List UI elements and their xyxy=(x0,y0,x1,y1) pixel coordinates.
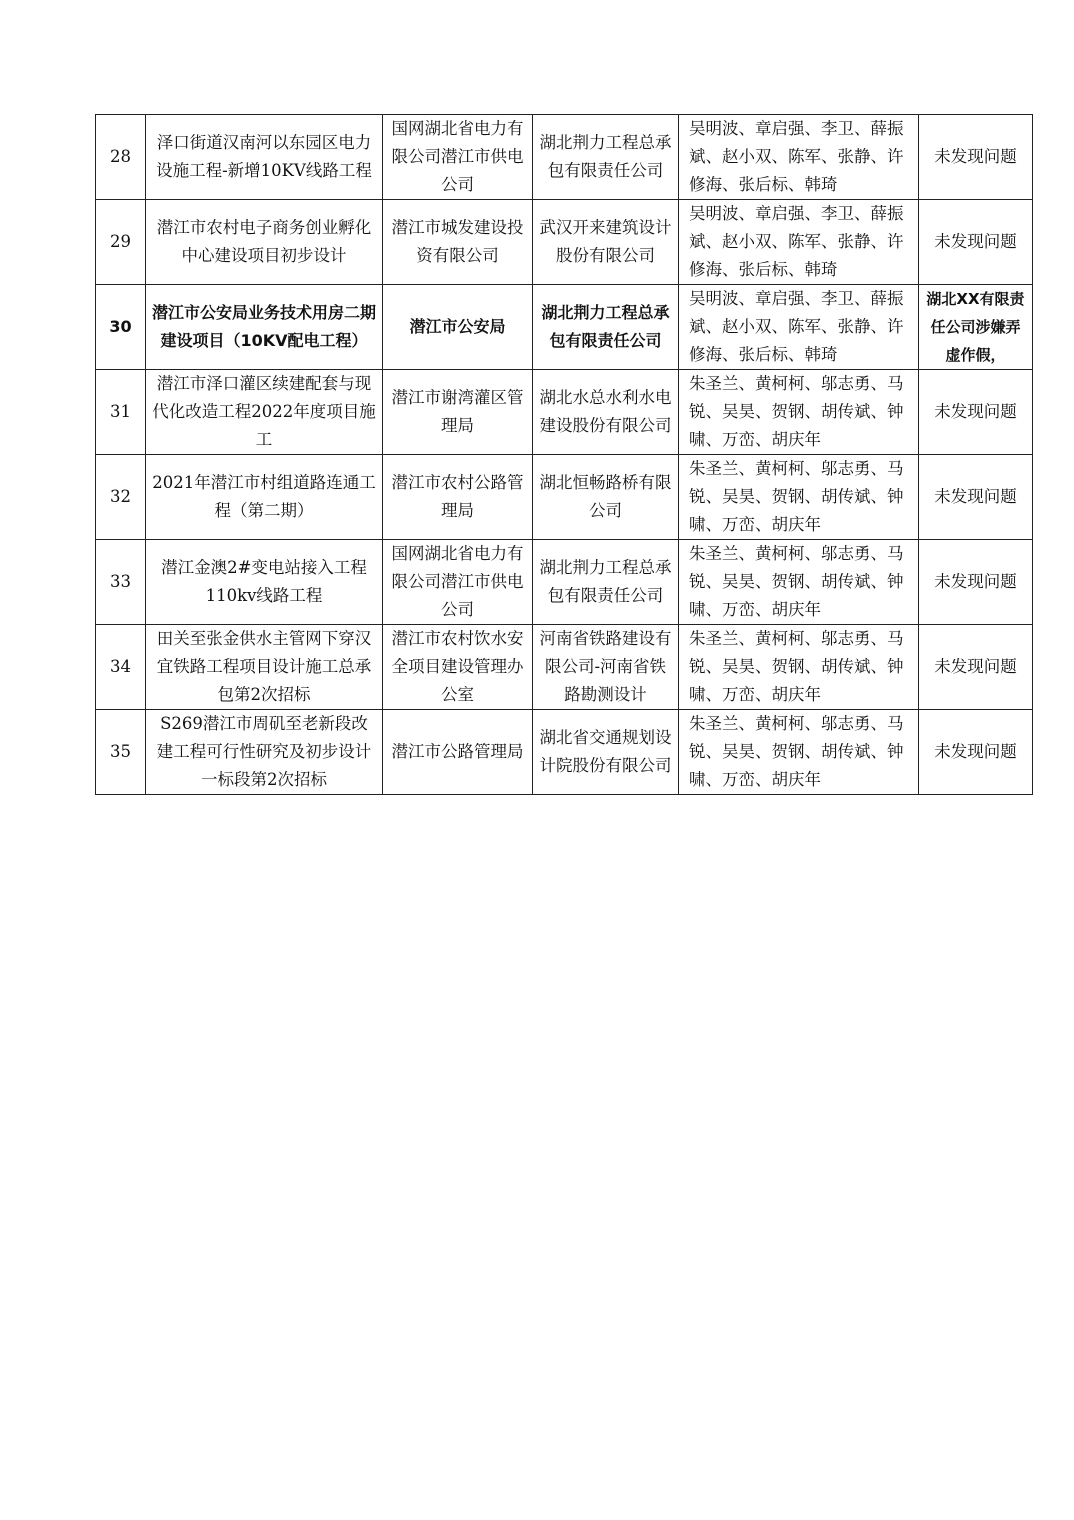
review-result: 未发现问题 xyxy=(919,625,1033,710)
table-row xyxy=(96,370,1033,455)
expert-list: 吴明波、章启强、李卫、薛振斌、赵小双、陈军、张静、许修海、张后标、韩琦 xyxy=(679,285,919,370)
project-name: 潜江市公安局业务技术用房二期建设项目（10KV配电工程） xyxy=(146,285,383,370)
tendering-unit: 潜江市城发建设投资有限公司 xyxy=(383,200,533,285)
winning-bidder: 湖北荆力工程总承包有限责任公司 xyxy=(533,115,679,200)
project-name: 潜江金澳2#变电站接入工程110kv线路工程 xyxy=(146,540,383,625)
table-row xyxy=(96,540,1033,625)
project-name: 泽口街道汉南河以东园区电力设施工程-新增10KV线路工程 xyxy=(146,115,383,200)
table-row xyxy=(96,710,1033,795)
expert-list: 朱圣兰、黄柯柯、邬志勇、马锐、吴昊、贺钢、胡传斌、钟啸、万峦、胡庆年 xyxy=(679,540,919,625)
row-number: 31 xyxy=(96,370,146,455)
expert-list: 吴明波、章启强、李卫、薛振斌、赵小双、陈军、张静、许修海、张后标、韩琦 xyxy=(679,200,919,285)
expert-list: 吴明波、章启强、李卫、薛振斌、赵小双、陈军、张静、许修海、张后标、韩琦 xyxy=(679,115,919,200)
review-result: 未发现问题 xyxy=(919,455,1033,540)
table-row xyxy=(96,625,1033,710)
winning-bidder: 湖北水总水利水电建设股份有限公司 xyxy=(533,370,679,455)
expert-list: 朱圣兰、黄柯柯、邬志勇、马锐、吴昊、贺钢、胡传斌、钟啸、万峦、胡庆年 xyxy=(679,370,919,455)
review-table-page xyxy=(95,114,1032,795)
review-result: 未发现问题 xyxy=(919,115,1033,200)
winning-bidder: 武汉开来建筑设计股份有限公司 xyxy=(533,200,679,285)
winning-bidder: 湖北荆力工程总承包有限责任公司 xyxy=(533,285,679,370)
review-table xyxy=(95,114,1033,795)
review-result: 未发现问题 xyxy=(919,710,1033,795)
tendering-unit: 潜江市公安局 xyxy=(383,285,533,370)
table-row xyxy=(96,200,1033,285)
project-name: 田关至张金供水主管网下穿汉宜铁路工程项目设计施工总承包第2次招标 xyxy=(146,625,383,710)
tendering-unit: 潜江市农村公路管理局 xyxy=(383,455,533,540)
project-name: 2021年潜江市村组道路连通工程（第二期） xyxy=(146,455,383,540)
row-number: 28 xyxy=(96,115,146,200)
tendering-unit: 国网湖北省电力有限公司潜江市供电公司 xyxy=(383,115,533,200)
project-name: S269潜江市周矶至老新段改建工程可行性研究及初步设计一标段第2次招标 xyxy=(146,710,383,795)
row-number: 29 xyxy=(96,200,146,285)
winning-bidder: 湖北荆力工程总承包有限责任公司 xyxy=(533,540,679,625)
expert-list: 朱圣兰、黄柯柯、邬志勇、马锐、吴昊、贺钢、胡传斌、钟啸、万峦、胡庆年 xyxy=(679,710,919,795)
review-result: 湖北XX有限责任公司涉嫌弄虚作假， xyxy=(919,285,1033,370)
review-result: 未发现问题 xyxy=(919,200,1033,285)
expert-list: 朱圣兰、黄柯柯、邬志勇、马锐、吴昊、贺钢、胡传斌、钟啸、万峦、胡庆年 xyxy=(679,455,919,540)
review-result: 未发现问题 xyxy=(919,540,1033,625)
tendering-unit: 潜江市农村饮水安全项目建设管理办公室 xyxy=(383,625,533,710)
table-row xyxy=(96,115,1033,200)
tendering-unit: 潜江市公路管理局 xyxy=(383,710,533,795)
winning-bidder: 湖北省交通规划设计院股份有限公司 xyxy=(533,710,679,795)
row-number: 32 xyxy=(96,455,146,540)
row-number: 35 xyxy=(96,710,146,795)
winning-bidder: 河南省铁路建设有限公司-河南省铁路勘测设计 xyxy=(533,625,679,710)
table-row-highlighted xyxy=(96,285,1033,370)
row-number: 30 xyxy=(96,285,146,370)
project-name: 潜江市泽口灌区续建配套与现代化改造工程2022年度项目施工 xyxy=(146,370,383,455)
table-row xyxy=(96,455,1033,540)
expert-list: 朱圣兰、黄柯柯、邬志勇、马锐、吴昊、贺钢、胡传斌、钟啸、万峦、胡庆年 xyxy=(679,625,919,710)
winning-bidder: 湖北恒畅路桥有限公司 xyxy=(533,455,679,540)
row-number: 34 xyxy=(96,625,146,710)
row-number: 33 xyxy=(96,540,146,625)
tendering-unit: 潜江市谢湾灌区管理局 xyxy=(383,370,533,455)
tendering-unit: 国网湖北省电力有限公司潜江市供电公司 xyxy=(383,540,533,625)
project-name: 潜江市农村电子商务创业孵化中心建设项目初步设计 xyxy=(146,200,383,285)
review-result: 未发现问题 xyxy=(919,370,1033,455)
